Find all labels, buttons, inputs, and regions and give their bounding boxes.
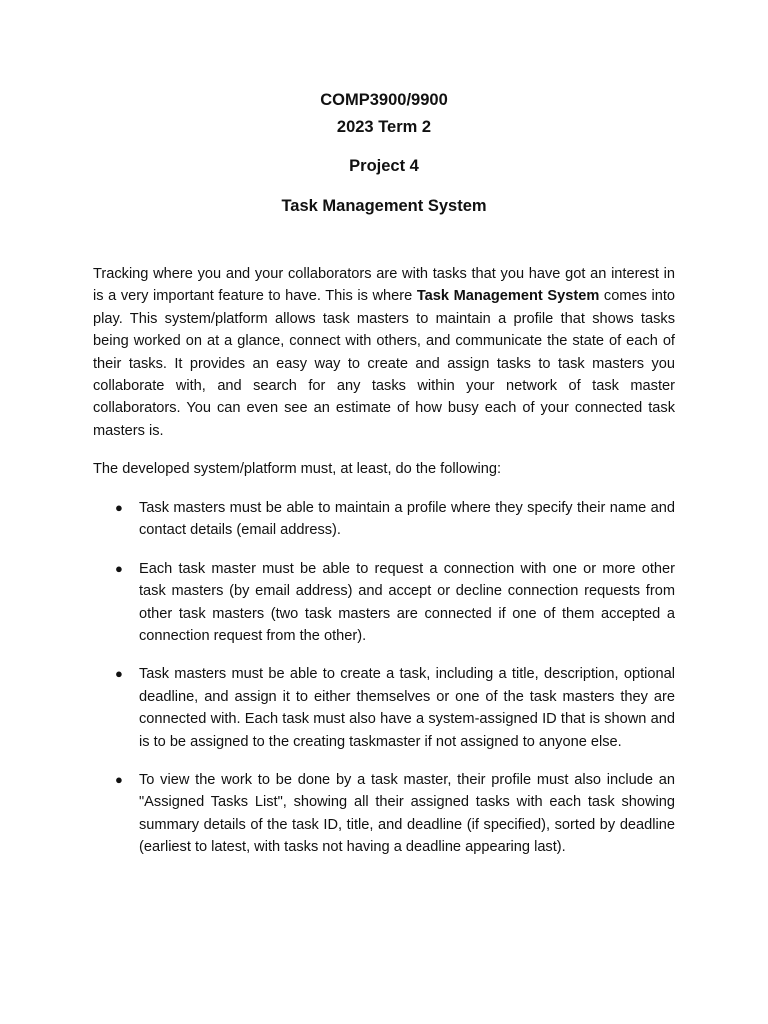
course-code: COMP3900/9900 (320, 91, 448, 109)
bullet-icon: ● (115, 666, 123, 682)
intro-text-1: Tracking where you and your collaborators are with tasks that you have got an interest in is a very important feature to have. This is where (93, 266, 675, 305)
bullet-icon: ● (115, 560, 123, 576)
list-item (93, 497, 675, 542)
requirements-lead: The developed system/platform must, at least, do the following: (93, 461, 502, 477)
term-label: 2023 Term 2 (336, 118, 432, 136)
list-item-text: Task masters must be able to maintain a profile where they specify their name and contact details (email address). (139, 500, 675, 539)
list-item-text: Task masters must be able to create a task, including a title, description, optional deadline, and assign it to either themselves or one of the task masters they are connected with. Each task must also have a system-assigned ID that is shown and is to be assigned to the creating taskmaster if not assigned to anyone else. (139, 666, 675, 750)
list-item (93, 769, 675, 859)
page-title: Task Management System (281, 197, 487, 215)
list-item-text: To view the work to be done by a task master, their profile must also include an "Assigned Tasks List", showing all their assigned tasks with each task showing summary details of the task ID, title, and deadline (if specified), sorted by deadline (earliest to latest, with tasks not having a deadline appearing last). (139, 772, 675, 856)
project-label: Project 4 (349, 157, 419, 175)
intro-text-2: comes into play. This system/platform allows task masters to maintain a profile that shows tasks being worked on at a glance, connect with others, and communicate the state of each of their tasks. It provides an easy way to create and assign tasks to task masters you collaborate with, and search for any tasks within your network of task master collaborators. You can even see an estimate of how busy each of your connected task masters is. (93, 288, 675, 439)
list-item (93, 558, 675, 648)
intro-bold-term: Task Management System (416, 288, 600, 305)
intro-paragraph (93, 263, 675, 442)
requirements-list (93, 497, 675, 875)
bullet-icon: ● (115, 772, 123, 788)
bullet-icon: ● (115, 500, 123, 515)
list-item (93, 663, 675, 753)
list-item-text: Each task master must be able to request a connection with one or more other task masters (by email address) and accept or decline connection requests from other task masters (two task masters are connected if one of them accepted a connection request from the other). (139, 560, 675, 645)
